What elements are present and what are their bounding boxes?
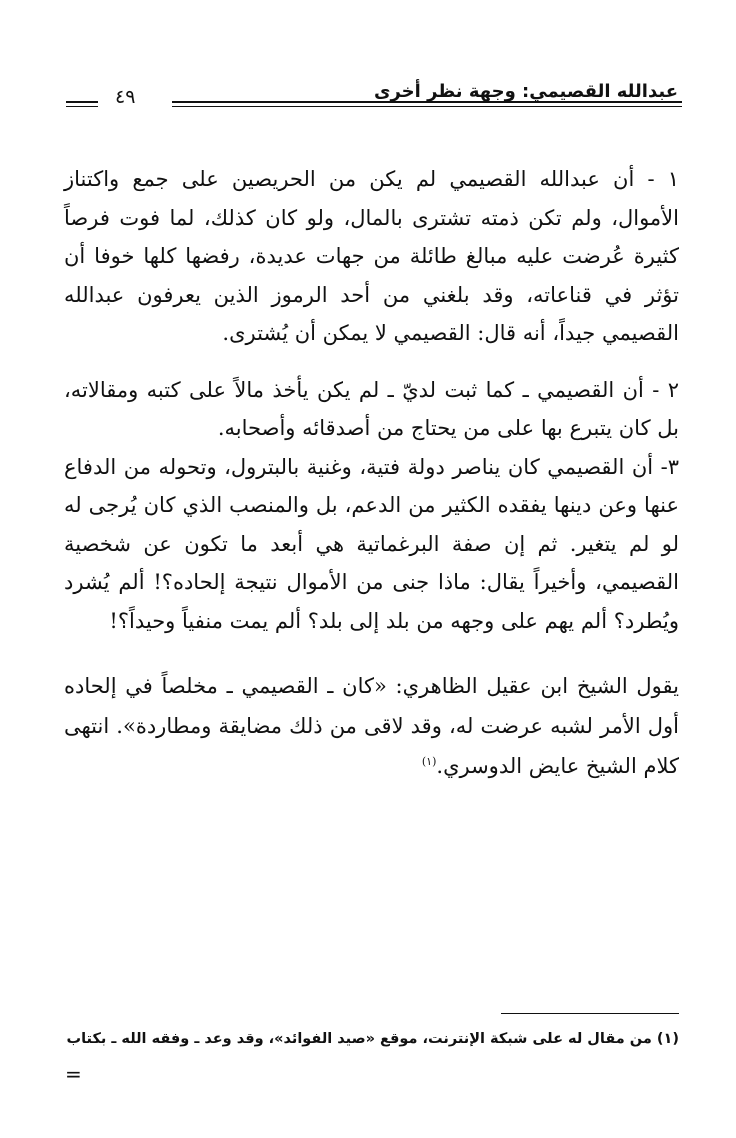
header-rule-short — [66, 101, 98, 107]
footnote-reference[interactable]: (١) — [421, 755, 437, 768]
header-rule-long — [172, 101, 682, 107]
continuation-mark: = — [65, 1062, 82, 1086]
page-number: ٤٩ — [115, 86, 136, 108]
paragraph-2: ٢ - أن القصيمي ـ كما ثبت لديّ ـ لم يكن يأخذ مالاً على كتبه ومقالاته، بل كان يتبرع بها على من يحتاج من أصدقائه وأصحابه. — [64, 377, 679, 440]
paragraph-3: ٣- أن القصيمي كان يناصر دولة فتية، وغنية بالبترول، وتحوله من الدفاع عنها وعن دينها يفقده الكثير من الدعم، بل والمنصب الذي كان يُرجى له لو لم يتغير. ثم إن صفة البرغماتية هي أبعد ما تكون عن شخصية القصيمي، وأخيراً يقال: ماذا جنى من الأموال نتيجة إلحاده؟! ألم يُشرد ويُطرد؟ ألم يهم على وجهه من بلد إلى بلد؟ ألم يمت منفياً وحيداً؟! — [64, 454, 679, 633]
paragraph-4 — [64, 666, 679, 786]
paragraph-1: ١ - أن عبدالله القصيمي لم يكن من الحريصين على جمع واكتناز الأموال، ولم تكن ذمته تشترى بالمال، ولو كان كذلك، لما فوت فرصاً كثيرة عُرضت عليه مبالغ طائلة من جهات عديدة، رفضها كلها خوفا أن تؤثر في قناعاته، وقد بلغني من أحد الرموز الذين يعرفون عبدالله القصيمي جيداً، أنه قال: القصيمي لا يمكن أن يُشترى. — [64, 167, 679, 345]
paragraph-4-text: يقول الشيخ ابن عقيل الظاهري: «كان ـ القصيمي ـ مخلصاً في إلحاده أول الأمر لشبه عرضت له، وقد لاقى من ذلك مضايقة ومطاردة». انتهى كلام الشيخ عايض الدوسري. — [64, 674, 679, 778]
footnote: (١) من مقال له على شبكة الإنترنت، موقع «صيد الفوائد»، وقد وعد ـ وفقه الله ـ بكتاب — [66, 1031, 679, 1047]
body-text — [64, 160, 679, 786]
footnote-separator — [501, 1013, 679, 1014]
running-title: عبدالله القصيمي: وجهة نظر أخرى — [373, 81, 678, 102]
